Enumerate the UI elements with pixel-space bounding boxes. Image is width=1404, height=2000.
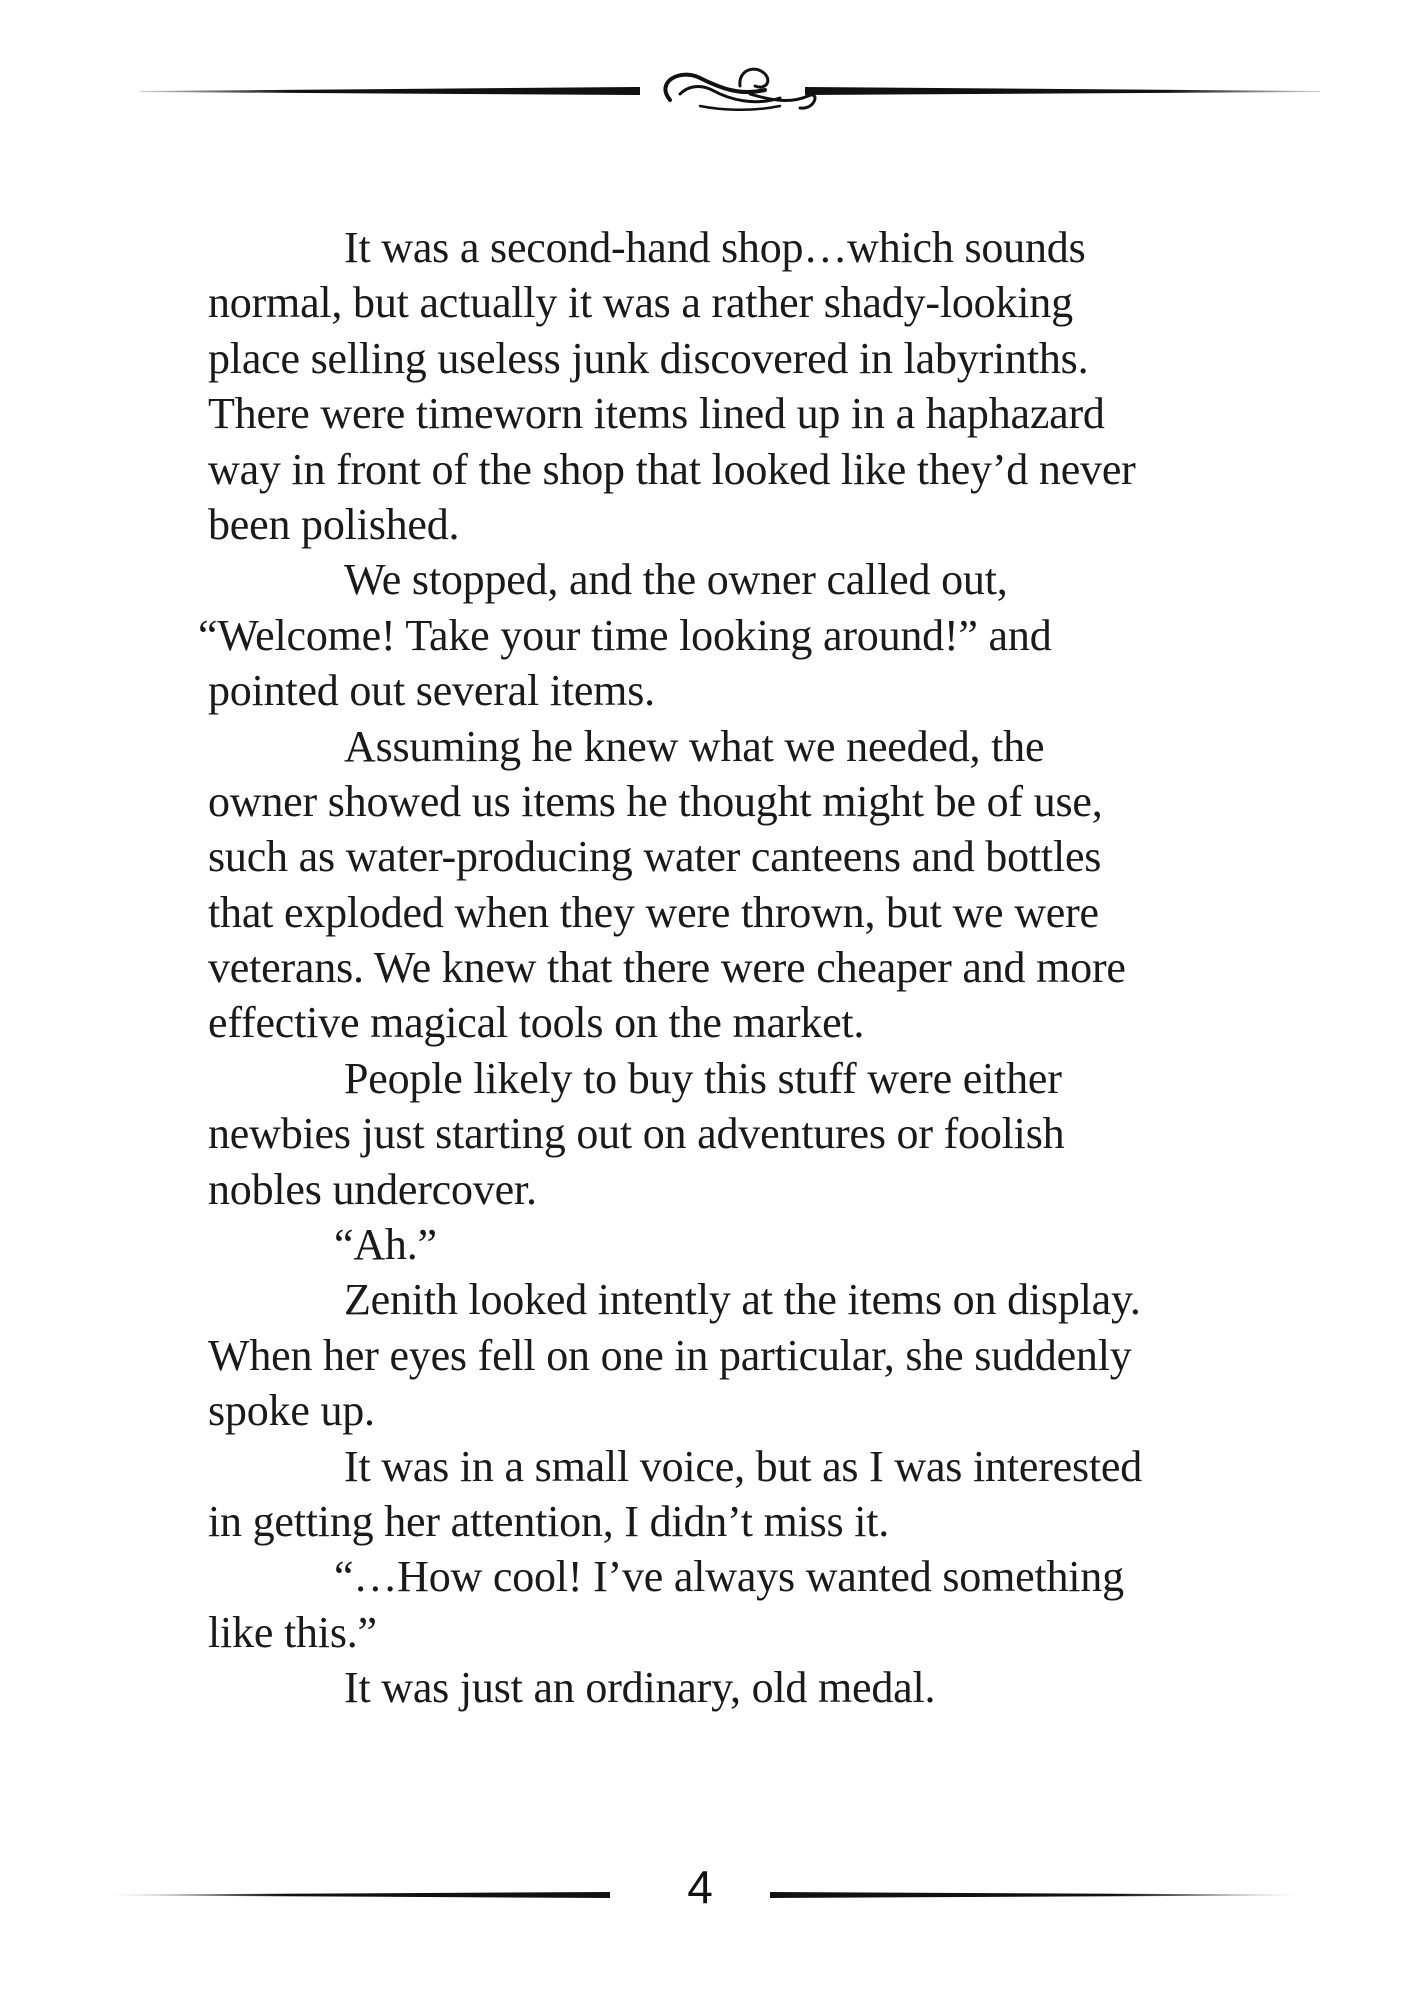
text-line: nobles undercover. <box>208 1164 537 1214</box>
text-line: pointed out several items. <box>208 666 655 716</box>
text-line: normal, but actually it was a rather shady-looking <box>208 278 1073 328</box>
footer-divider-left <box>110 1892 610 1898</box>
text-line: We stopped, and the owner called out, <box>344 555 1008 605</box>
text-line: It was a second-hand shop…which sounds <box>344 223 1086 272</box>
paragraph <box>208 1439 1208 1550</box>
text-line: “Ah.” <box>334 1220 437 1270</box>
text-line: veterans. We knew that there were cheaper and more <box>208 943 1126 993</box>
text-line: newbies just starting out on adventures or foolish <box>208 1109 1065 1159</box>
text-line: effective magical tools on the market. <box>208 998 865 1048</box>
text-line: It was in a small voice, but as I was interested <box>344 1441 1143 1491</box>
text-line: place selling useless junk discovered in labyrinths. <box>208 333 1089 383</box>
text-line: When her eyes fell on one in particular, she suddenly <box>208 1330 1132 1380</box>
paragraph <box>208 1217 1208 1272</box>
top-ornament <box>140 60 1320 130</box>
paragraph <box>208 220 1208 552</box>
paragraph <box>208 719 1208 1051</box>
paragraph <box>198 552 1208 718</box>
paragraph <box>208 1549 1208 1660</box>
text-line: It was just an ordinary, old medal. <box>344 1663 936 1713</box>
text-line: “…How cool! I’ve always wanted something <box>334 1552 1124 1602</box>
paragraph <box>208 1051 1208 1217</box>
text-line: in getting her attention, I didn’t miss it. <box>208 1496 890 1546</box>
text-line: “Welcome! Take your time looking around!” and <box>198 610 1052 660</box>
text-line: Zenith looked intently at the items on display. <box>344 1275 1141 1325</box>
text-line: way in front of the shop that looked like they’d never <box>208 444 1136 494</box>
footer-divider-right <box>770 1892 1300 1898</box>
page-footer <box>0 1850 1404 1930</box>
text-line: such as water-producing water canteens and bottles <box>208 832 1102 882</box>
text-line: that exploded when they were thrown, but we were <box>208 887 1099 937</box>
text-line: been polished. <box>208 499 460 549</box>
story-text <box>198 220 1208 1716</box>
text-line: spoke up. <box>208 1386 375 1436</box>
text-line: owner showed us items he thought might be of use, <box>208 776 1103 826</box>
flourish-divider-icon <box>140 60 1320 130</box>
text-line: like this.” <box>208 1607 377 1657</box>
paragraph <box>208 1272 1208 1438</box>
text-line: There were timeworn items lined up in a haphazard <box>208 389 1105 439</box>
page-number: 4 <box>687 1861 713 1913</box>
paragraph <box>208 1660 1208 1715</box>
text-line: People likely to buy this stuff were either <box>344 1053 1062 1103</box>
text-line: Assuming he knew what we needed, the <box>344 721 1045 771</box>
